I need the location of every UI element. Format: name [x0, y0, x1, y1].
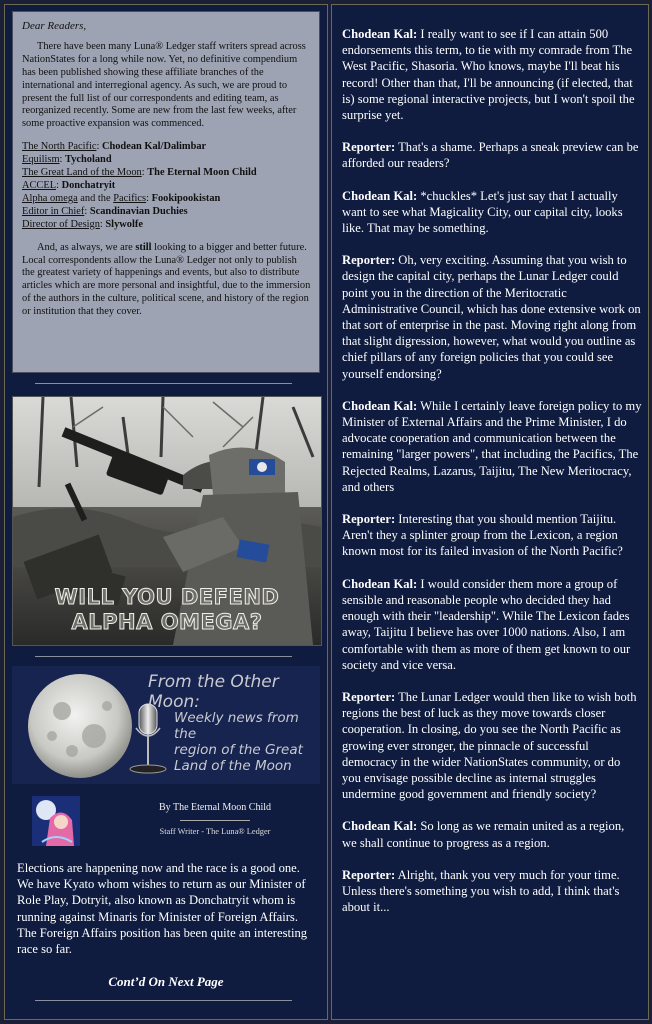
column-banner — [12, 666, 320, 784]
byline-rule — [180, 820, 250, 821]
author-name: By The Eternal Moon Child — [158, 802, 272, 813]
divider — [35, 656, 292, 657]
right-column — [331, 4, 649, 1020]
letter-closing: And, as always, we are still looking to a bigger and better future. Local correspondents allow the Luna® Ledger not only to publish the greatest variety of happenings and events, but also to distribute articles which are more personal and insightful, due to the immersion of the authors in the culture, political scene, and history of the region or institution that they cover. — [22, 241, 311, 318]
interview-paragraph: Chodean Kal: I really want to see if I can attain 500 endorsements this term, to tie with my comrade from The West Pacific, Shasoria. Who knows, maybe I'll beat his record! Other than that, I'll be announcing (if elected, that is) some regional interactive projects, but I won't spoil the surprise yet. — [342, 27, 635, 123]
interview-paragraph: Chodean Kal: So long as we remain united as a region, we shall continue to progress as a region. — [342, 819, 625, 850]
author-role: Staff Writer - The Luna® Ledger — [159, 827, 271, 836]
divider — [35, 1000, 292, 1001]
interview-paragraph: Reporter: Alright, thank you very much for your time. Unless there's something you wish to add, I think that's about it... — [342, 867, 620, 915]
roster-item: The North Pacific: Chodean Kal/Dalimbar — [22, 141, 207, 153]
continued-notice: Cont’d On Next Page — [108, 974, 224, 989]
letter-salutation: Dear Readers, — [22, 20, 87, 32]
left-column — [4, 4, 328, 1020]
roster-item: Director of Design: Slywolfe — [22, 218, 143, 230]
recruitment-poster — [12, 396, 322, 646]
poster-slogan: WILL YOU DEFEND ALPHA OMEGA? — [54, 585, 280, 634]
interview-paragraph: Reporter: Oh, very exciting. Assuming that you wish to design the capital city, perhaps the Lunar Ledger could point you in the direction of the Meritocratic Administrative Council, which has done extensive work on that sort of enterprise in the past. Moving right along from that slight digression, however, what would you outline as chief pillars of any foreign policies that you could see yourself endorsing? — [342, 253, 641, 381]
roster-item: Editor in Chief: Scandinavian Duchies — [22, 205, 188, 217]
interview-paragraph: Reporter: Interesting that you should mention Taijitu. Aren't they a splinter group from the Lexicon, a region known most for its failed invasion of the North Pacific? — [342, 512, 623, 559]
roster-item: The Great Land of the Moon: The Eternal Moon Child — [22, 167, 257, 179]
roster-item: Equilism: Tycholand — [22, 154, 112, 166]
interview-paragraph: Reporter: That's a shame. Perhaps a sneak preview can be afforded our readers? — [342, 140, 639, 171]
author-avatar — [32, 796, 80, 846]
banner-subtitle: Weekly news from the region of the Great Land of the Moon — [174, 710, 303, 774]
banner-title: From the Other Moon: — [148, 672, 279, 712]
divider — [35, 383, 292, 384]
interview-paragraph: Chodean Kal: While I certainly leave foreign policy to my Minister of External Affairs and the Prime Minister, I do advocate cooperation and communication between the remaining "larger powers", that including the Pacifics, The Rejected Realms, Lazarus, Taijitu, The New Meritocracy, and others — [342, 398, 642, 494]
interview-paragraph: Reporter: The Lunar Ledger would then like to wish both regions the best of luck as they move towards closer cooperation. In closing, do you see the North Pacific as growing ever stronger, the pinnacle of successful democracy in the wider NationStates community, or do you envisage possible decline as internal struggles undermine good government and friendly society? — [342, 689, 637, 802]
roster-item: ACCEL: Donchatryit — [22, 179, 116, 191]
interview-paragraph: Chodean Kal: I would consider them more a group of sensible and reasonable people who decided they had enough with their "leadership". While The Lexicon fades away, Taijitu I believe has over 1000 nations. Also, I am comfortable with them as more of them get known to our society and vice versa. — [342, 576, 631, 672]
roster-item: Alpha omega and the Pacifics: Fookipookistan — [22, 192, 221, 204]
byline — [123, 802, 307, 836]
interview-paragraph: Chodean Kal: *chuckles* Let's just say that I actually want to see what Magicality City, our capital city, looks like. That may be something. — [342, 188, 623, 236]
interview-transcript — [342, 26, 642, 931]
correspondent-roster — [22, 141, 311, 231]
letter-intro: There have been many Luna® Ledger staff writers spread across NationStates for a long while now. Yet, no definitive compendium has been published showing these affiliate branches of the international and interregional agency. As such, we are proud to present the full list of our correspondents and editing team, as reorganized recently. Some are new from the last few weeks, after some proactive expansion was commenced. — [22, 40, 306, 130]
article-lead: Elections are happening now and the race is a good one. We have Kyato whom wishes to return as our Minister of Role Play, Dotryit, also known as Donchatryit whom is running against Minaris for Minister of Foreign Affairs. The Foreign Affairs position has been quite an interesting race so far. — [17, 861, 308, 957]
editor-letter — [12, 11, 320, 373]
